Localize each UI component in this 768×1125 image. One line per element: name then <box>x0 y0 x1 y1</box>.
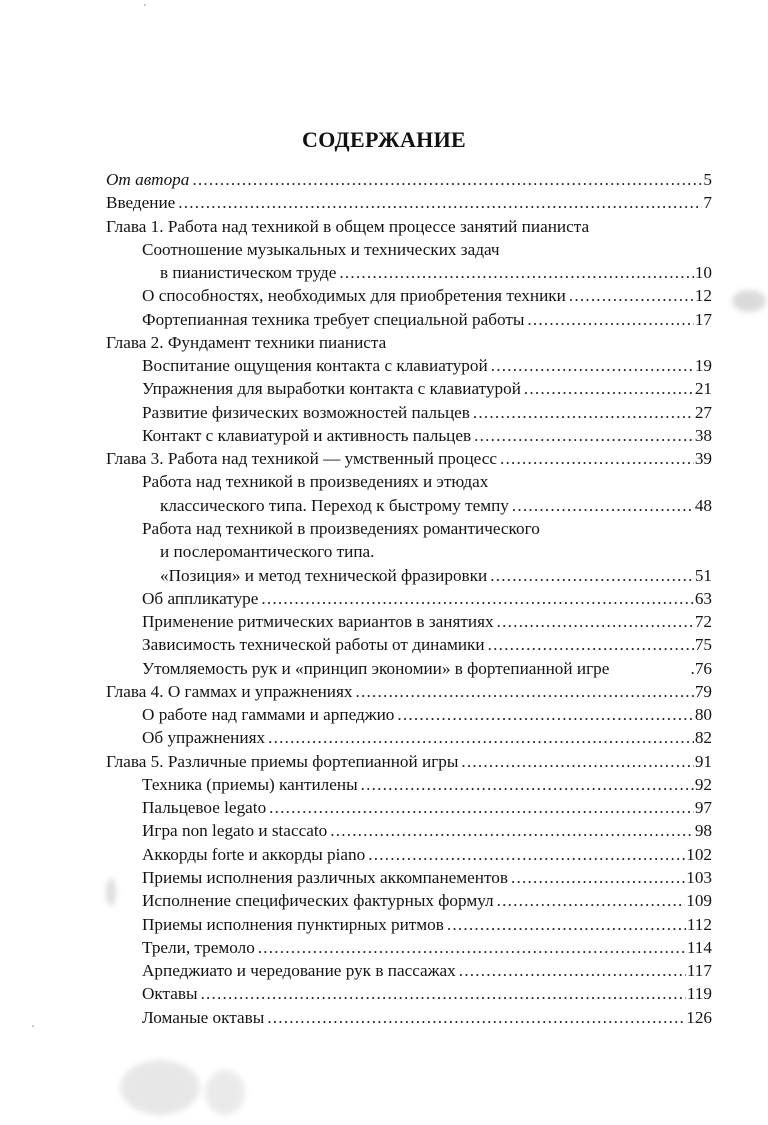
toc-page-number: 79 <box>694 681 712 701</box>
toc-chapter-entry <box>106 750 712 773</box>
toc-section-entry <box>106 843 712 866</box>
toc-section-entry <box>106 540 712 563</box>
toc-chapter-entry <box>106 447 712 470</box>
toc-page-number: 39 <box>694 449 712 469</box>
smudge-bottom-left <box>120 1060 200 1115</box>
toc-page-number: 109 <box>686 891 712 911</box>
toc-chapter-entry <box>106 680 712 703</box>
toc-section-entry <box>106 261 712 284</box>
toc-page-number: 92 <box>694 774 712 794</box>
toc-entry-title: Зависимость технической работы от динамики <box>142 635 485 655</box>
toc-page-number: 63 <box>694 588 712 608</box>
toc-entry-title: Глава 3. Работа над техникой — умственный процесс <box>106 449 497 469</box>
toc-entry-title: Игра non legato и staccato <box>142 821 328 841</box>
toc-page-number: 102 <box>686 844 712 864</box>
toc-entry-title: Фортепианная техника требует специальной работы <box>142 309 525 329</box>
toc-dot-leader <box>491 354 694 377</box>
toc-section-entry <box>106 959 712 982</box>
toc-dot-leader <box>569 284 694 307</box>
toc-dot-leader <box>178 191 702 214</box>
toc-dot-leader <box>201 982 686 1005</box>
toc-entry-title: в пианистическом труде <box>160 263 337 283</box>
toc-dot-leader <box>527 308 693 331</box>
toc-section-entry <box>106 587 712 610</box>
toc-entry-title: Об аппликатуре <box>142 588 259 608</box>
toc-section-entry <box>106 796 712 819</box>
toc-page-number: 80 <box>694 705 712 725</box>
toc-dot-leader <box>474 424 694 447</box>
toc-entry-title: Техника (приемы) кантилены <box>142 774 358 794</box>
toc-section-entry <box>106 354 712 377</box>
toc-dot-leader <box>339 261 693 284</box>
toc-dot-leader <box>490 564 694 587</box>
toc-page-number: 98 <box>694 821 712 841</box>
toc-dot-leader <box>473 401 694 424</box>
toc-page-number: 21 <box>694 379 712 399</box>
toc-section-entry <box>106 819 712 842</box>
toc-page-number: 82 <box>694 728 712 748</box>
toc-entry-title: Трели, тремоло <box>142 937 255 957</box>
toc-entry-title: Октавы <box>142 984 198 1004</box>
toc-entry-title: Глава 2. Фундамент техники пианиста <box>106 332 387 352</box>
toc-section-entry <box>106 401 712 424</box>
toc-dot-leader <box>361 773 694 796</box>
toc-entry-title: О работе над гаммами и арпеджио <box>142 705 395 725</box>
toc-dot-leader <box>497 610 694 633</box>
toc-dot-leader <box>461 750 693 773</box>
smudge-bottom-left-2 <box>205 1070 245 1115</box>
toc-entry-title: Воспитание ощущения контакта с клавиатурой <box>142 356 488 376</box>
toc-entry-title: Работа над техникой в произведениях романтического <box>142 518 540 538</box>
toc-chapter-entry <box>106 191 712 214</box>
toc-entry-title: Глава 1. Работа над техникой в общем процессе занятий пианиста <box>106 216 590 236</box>
toc-dot-leader <box>524 377 694 400</box>
toc-page-number: 114 <box>686 937 712 957</box>
toc-page-number: 112 <box>686 914 712 934</box>
toc-dot-leader <box>368 843 685 866</box>
toc-entry-title: «Позиция» и метод технической фразировки <box>160 565 488 585</box>
toc-entry-title: Ломаные октавы <box>142 1007 265 1027</box>
toc-section-entry <box>106 424 712 447</box>
toc-section-entry <box>106 1006 712 1029</box>
toc-entry-title: Приемы исполнения пунктирных ритмов <box>142 914 444 934</box>
toc-chapter-entry <box>106 331 712 354</box>
toc-dot-leader <box>511 866 685 889</box>
toc-entry-title: Глава 4. О гаммах и упражнениях <box>106 681 353 701</box>
toc-dot-leader <box>488 633 694 656</box>
toc-chapter-entry <box>106 168 712 191</box>
toc-dot-leader <box>261 587 693 610</box>
table-of-contents <box>106 168 712 1029</box>
speck <box>32 1025 34 1027</box>
toc-section-entry <box>106 936 712 959</box>
toc-entry-title: Приемы исполнения различных аккомпанементов <box>142 867 508 887</box>
toc-page-number: 19 <box>694 356 712 376</box>
toc-page-number: 10 <box>694 263 712 283</box>
toc-dot-leader <box>267 1006 685 1029</box>
toc-entry-title: О способностях, необходимых для приобретения техники <box>142 286 566 306</box>
toc-entry-title: Применение ритмических вариантов в занятиях <box>142 612 494 632</box>
toc-dot-leader <box>269 796 694 819</box>
toc-entry-title: Развитие физических возможностей пальцев <box>142 402 470 422</box>
toc-page-number: 7 <box>703 193 712 213</box>
toc-section-entry <box>106 773 712 796</box>
toc-entry-title: От автора <box>106 170 190 189</box>
toc-entry-title: и послеромантического типа. <box>160 542 375 562</box>
toc-page-number: 5 <box>703 170 712 189</box>
toc-page-number: 51 <box>694 565 712 585</box>
toc-section-entry <box>106 470 712 493</box>
toc-dot-leader <box>500 447 694 470</box>
toc-dot-leader <box>512 494 694 517</box>
toc-page-number: 12 <box>694 286 712 306</box>
toc-entry-title: Аккорды forte и аккорды piano <box>142 844 366 864</box>
toc-dot-leader <box>192 168 702 191</box>
toc-section-entry <box>106 284 712 307</box>
toc-entry-title: Соотношение музыкальных и технических задач <box>142 239 500 259</box>
toc-section-entry <box>106 494 712 517</box>
toc-dot-leader <box>447 913 686 936</box>
toc-entry-title: Утомляемость рук и «принцип экономии» в фортепианной игре <box>142 658 610 678</box>
toc-section-entry <box>106 866 712 889</box>
toc-section-entry <box>106 517 712 540</box>
toc-entry-title: Арпеджиато и чередование рук в пассажах <box>142 961 456 981</box>
toc-page-number: 97 <box>694 798 712 818</box>
toc-section-entry <box>106 238 712 261</box>
toc-page-number: 48 <box>694 495 712 515</box>
toc-section-entry <box>106 889 712 912</box>
toc-entry-title: Исполнение специфических фактурных формул <box>142 891 494 911</box>
toc-section-entry <box>106 633 712 656</box>
toc-dot-leader <box>459 959 686 982</box>
toc-section-entry <box>106 982 712 1005</box>
toc-page-number: 38 <box>694 425 712 445</box>
smudge-right <box>732 290 766 312</box>
toc-section-entry <box>106 726 712 749</box>
toc-entry-title: Работа над техникой в произведениях и этюдах <box>142 472 489 492</box>
toc-section-entry <box>106 610 712 633</box>
toc-entry-title: Упражнения для выработки контакта с клавиатурой <box>142 379 521 399</box>
toc-entry-title: Контакт с клавиатурой и активность пальцев <box>142 425 472 445</box>
toc-section-entry <box>106 377 712 400</box>
toc-dot-leader <box>330 819 694 842</box>
toc-section-entry <box>106 308 712 331</box>
toc-dot-leader <box>397 703 693 726</box>
toc-entry-title: Глава 5. Различные приемы фортепианной игры <box>106 751 459 771</box>
toc-dot-leader <box>258 936 686 959</box>
page-title: СОДЕРЖАНИЕ <box>302 126 466 152</box>
toc-entry-title: Об упражнениях <box>142 728 266 748</box>
speck <box>144 4 146 6</box>
toc-section-entry <box>106 913 712 936</box>
toc-chapter-entry <box>106 215 712 238</box>
toc-page-number: 91 <box>694 751 712 771</box>
toc-page-number: 119 <box>686 984 712 1004</box>
toc-dot-leader <box>356 680 694 703</box>
toc-section-entry <box>106 657 712 680</box>
toc-page-number: 103 <box>686 867 712 887</box>
toc-entry-title: Пальцевое legato <box>142 798 267 818</box>
toc-page-number: .76 <box>690 658 712 678</box>
toc-section-entry <box>106 564 712 587</box>
toc-page-number: 72 <box>694 612 712 632</box>
toc-entry-title: Введение <box>106 193 176 213</box>
toc-dot-leader <box>268 726 694 749</box>
toc-page-number: 117 <box>686 961 712 981</box>
toc-page-number: 17 <box>694 309 712 329</box>
toc-section-entry <box>106 703 712 726</box>
toc-page-number: 126 <box>686 1007 712 1027</box>
toc-dot-leader <box>497 889 686 912</box>
toc-entry-title: классического типа. Переход к быстрому темпу <box>160 495 509 515</box>
toc-page-number: 75 <box>694 635 712 655</box>
toc-page-number: 27 <box>694 402 712 422</box>
